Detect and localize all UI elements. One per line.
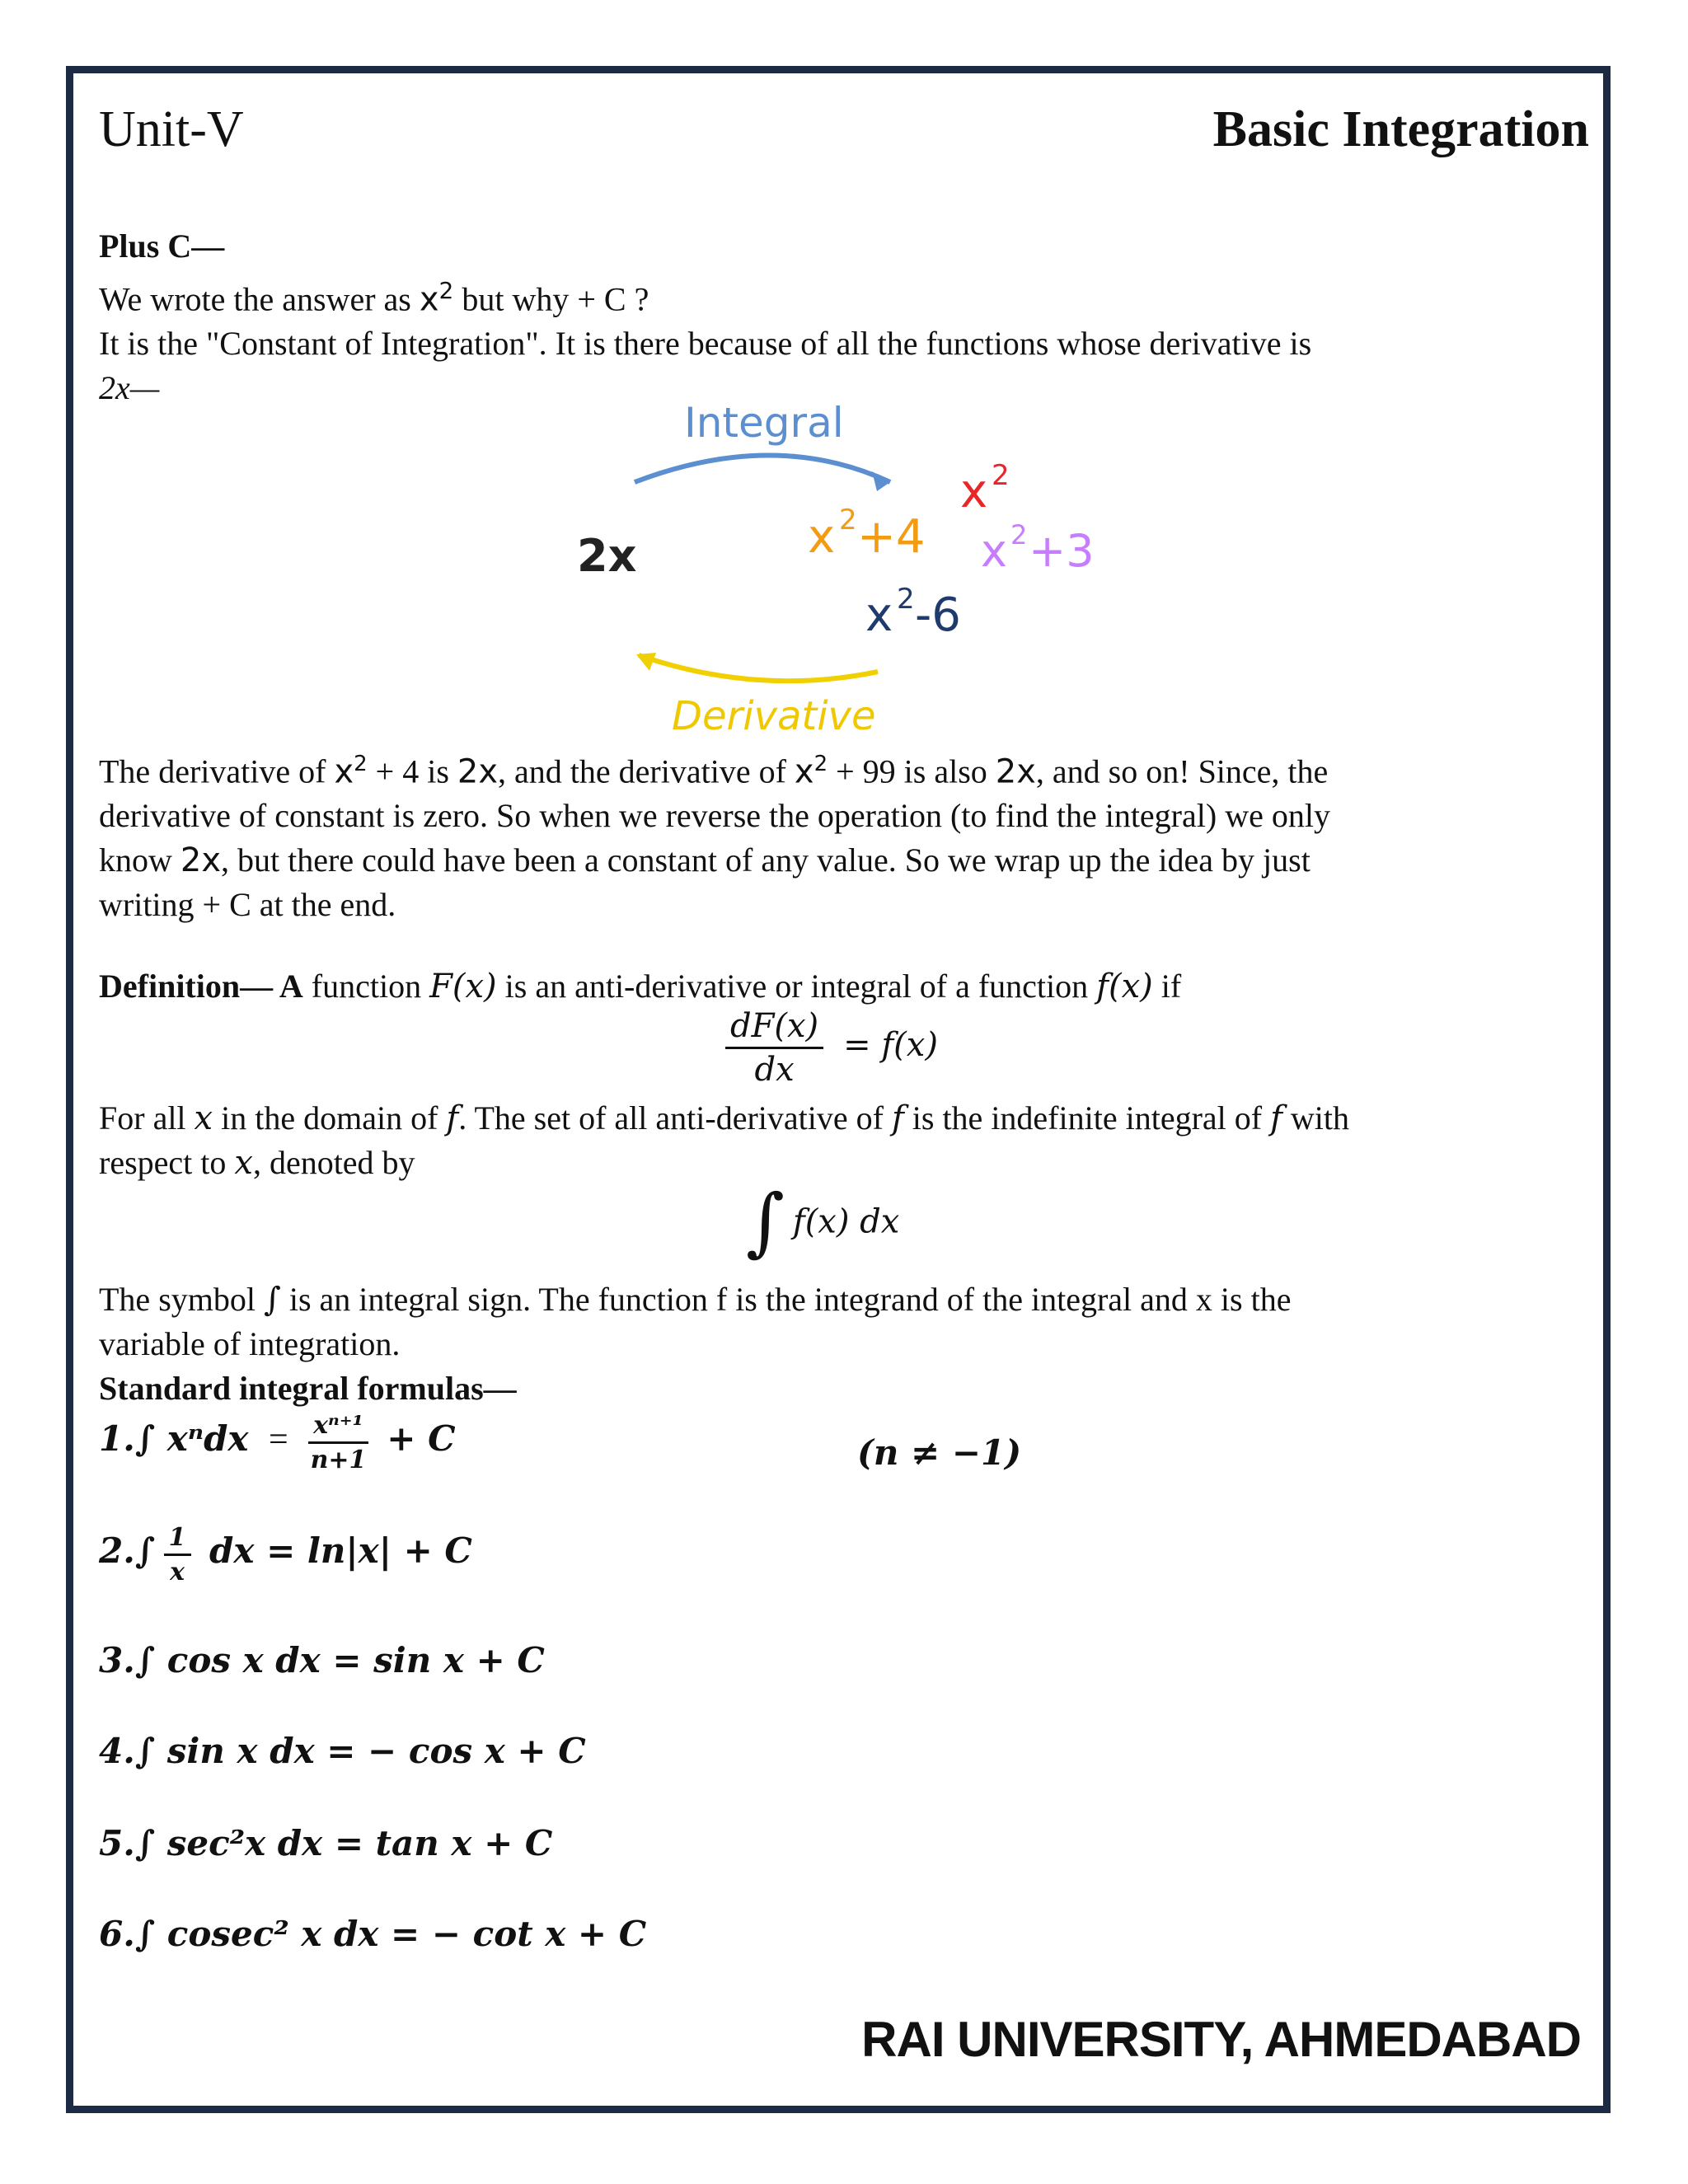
indefinite-integral: ∫ f(x) dx [746, 1179, 900, 1265]
explanation-paragraph [99, 742, 1582, 927]
svg-text:x: x [865, 588, 893, 642]
svg-text:x: x [981, 525, 1007, 577]
svg-text:+3: +3 [1029, 525, 1095, 577]
derivative-label: Derivative [672, 693, 876, 739]
derivative-arrow [639, 655, 878, 681]
plus-c-line3: 2x— [99, 369, 160, 407]
integral-derivative-diagram [560, 396, 1137, 742]
svg-text:x: x [960, 465, 988, 518]
definition-line2: For all x in the domain of f. The set of all anti-derivative of f is the indefinite integral of f with [99, 1099, 1350, 1137]
unit-label: Unit-V [99, 101, 244, 157]
footer-university: RAI UNIVERSITY, AHMEDABAD [861, 2012, 1581, 2067]
plus-c-heading: Plus C— [99, 227, 225, 265]
svg-text:2: 2 [1010, 519, 1028, 551]
dF-dx-fraction: $\frac{dF(x)}{dx}$ [725, 1007, 823, 1089]
integral-sign: ∫ [746, 1179, 785, 1265]
derivative-equation: $\frac{dF(x)}{dx}$ = f(x) [725, 1007, 938, 1089]
definition-line1: Definition— A function F(x) is an anti-derivative or integral of a function f(x) if [99, 968, 1182, 1005]
symbol-line1: The symbol ∫ is an integral sign. The function f is the integrand of the integral and x is the [99, 1281, 1292, 1319]
page-title: Basic Integration [1212, 101, 1589, 157]
integral-label: Integral [684, 399, 844, 447]
plus-c-line2: It is the "Constant of Integration". It is there because of all the functions whose derivative is [99, 325, 1312, 363]
symbol-paragraph [99, 1277, 1582, 1411]
term-x2-plus3 [981, 519, 1095, 577]
plus-c-line1: We wrote the answer as $x^2$ but why + C ? [99, 277, 649, 319]
integral-arrow [635, 456, 890, 483]
formula-1: 1.∫ xⁿdx = $\frac{\text{xⁿ⁺¹}}{n+1}$ + C [99, 1411, 456, 1474]
formula-1-condition: (n ≠ −1) [857, 1432, 1022, 1473]
definition-line3: respect to x, denoted by [99, 1144, 415, 1182]
integral-arrowhead [872, 471, 890, 491]
explanation-line2: derivative of constant is zero. So when we reverse the operation (to find the integral) we only [99, 797, 1330, 835]
formula-2: 2.∫ $\frac{1}{x}$ dx = ln|x| + C [99, 1523, 472, 1586]
svg-text:2: 2 [992, 459, 1010, 492]
formula-5: 5.∫ sec²x dx = tan x + C [99, 1823, 553, 1863]
plus-c-section [99, 224, 1582, 410]
svg-text:2: 2 [839, 504, 857, 537]
explanation-line1: The derivative of $x^2 + 4$ is 2x, and the derivative of $x^2 + 99$ is also 2x, and so on! Since, the [99, 752, 1329, 791]
term-x2-minus6 [865, 583, 961, 642]
symbol-line2: variable of integration. [99, 1325, 401, 1362]
formulas-heading: Standard integral formulas— [99, 1370, 517, 1407]
explanation-line4: writing + C at the end. [99, 886, 396, 924]
svg-text:x: x [808, 510, 836, 564]
term-x2-plus4 [808, 504, 926, 564]
term-x2-red [960, 459, 1010, 518]
explanation-line3: know 2x, but there could have been a constant of any value. So we wrap up the idea by just [99, 841, 1311, 880]
formula-3: 3.∫ cos x dx = sin x + C [99, 1640, 545, 1680]
formula-4: 4.∫ sin x dx = − cos x + C [99, 1731, 586, 1771]
svg-text:2: 2 [897, 583, 915, 616]
formula-6: 6.∫ cosec² x dx = − cot x + C [99, 1914, 647, 1954]
svg-text:-6: -6 [915, 588, 961, 642]
term-2x: 2x [577, 530, 637, 582]
definition-text [99, 1096, 1582, 1185]
svg-text:+4: +4 [857, 510, 926, 564]
